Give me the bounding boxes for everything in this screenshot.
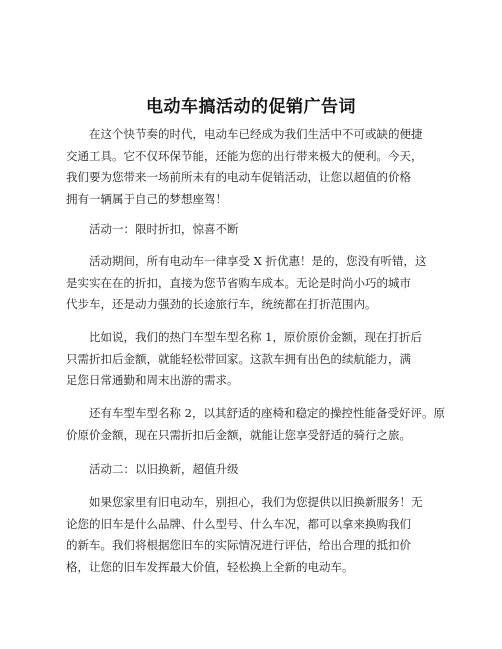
text-line: 是实实在在的折扣，直接为您节省购车成本。无论是时尚小巧的城市 — [66, 275, 411, 290]
text-line: 拥有一辆属于自己的梦想座驾！ — [66, 191, 227, 206]
intro-paragraph — [66, 124, 446, 210]
text-line: 在这个快节奏的时代，电动车已经成为我们生活中不可或缺的便捷 — [89, 127, 423, 141]
text-line: 比如说，我们的热门车型车型名称 1，原价原价金额，现在打折后 — [89, 330, 422, 344]
text-line: 价原价金额，现在只需折扣后金额，就能让您享受舒适的骑行之旅。 — [66, 427, 411, 442]
model-1-paragraph — [66, 327, 446, 392]
text-line: 活动二：以旧换新，超值升级 — [89, 462, 239, 476]
discount-paragraph — [66, 251, 446, 316]
text-line: 足您日常通勤和周末出游的需求。 — [66, 373, 239, 387]
trade-in-paragraph — [66, 492, 446, 578]
section-heading-2 — [66, 459, 446, 481]
model-2-paragraph — [66, 403, 446, 446]
text-line: 交通工具。它不仅环保节能，还能为您的出行带来极大的便利。今天， — [66, 148, 423, 163]
text-line: 活动期间，所有电动车一律享受 X 折优惠！是的，您没有听错，这 — [89, 254, 427, 268]
text-line: 如果您家里有旧电动车，别担心，我们为您提供以旧换新服务！无 — [89, 495, 423, 509]
text-line: 活动一：限时折扣，惊喜不断 — [89, 222, 239, 236]
text-line: 还有车型车型名称 2，以其舒适的座椅和稳定的操控性能备受好评。原 — [89, 406, 445, 420]
text-line: 我们要为您带来一场前所未有的电动车促销活动，让您以超值的价格 — [66, 170, 411, 184]
document-title: 电动车搞活动的促销广告词 — [146, 97, 356, 117]
text-line: 的新车。我们将根据您旧车的实际情况进行评估，给出合理的抵扣价 — [66, 538, 411, 552]
text-line: 论您的旧车是什么品牌、什么型号、什么车况，都可以拿来换购我们 — [66, 516, 411, 531]
text-line: 只需折扣后金额，就能轻松带回家。这款车拥有出色的续航能力，满 — [66, 351, 411, 366]
text-line: 格，让您的旧车发挥最大价值，轻松换上全新的电动车。 — [66, 559, 354, 574]
section-heading-1 — [66, 219, 446, 241]
text-line: 代步车，还是动力强劲的长途旅行车，统统都在打折范围内。 — [66, 297, 377, 311]
